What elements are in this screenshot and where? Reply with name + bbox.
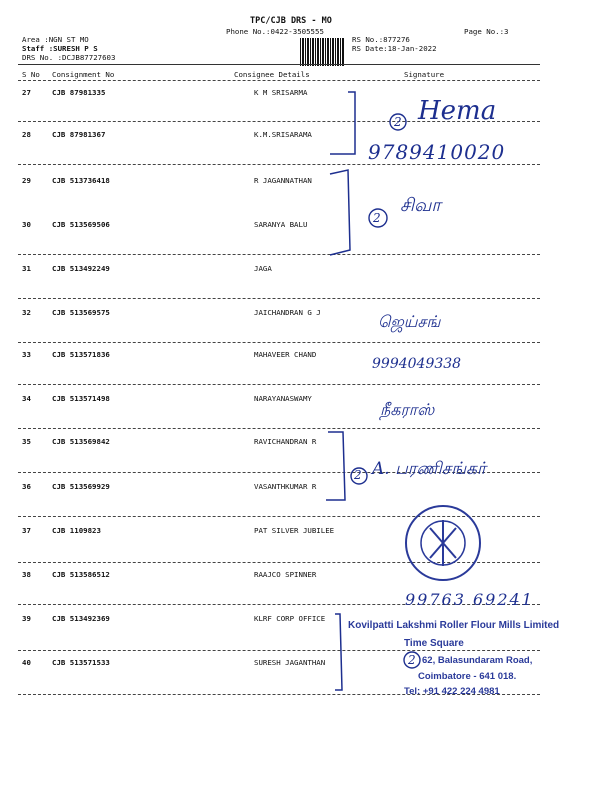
row-consignee: NARAYANASWAMY (254, 394, 312, 403)
stamp-company: Kovilpatti Lakshmi Roller Flour Mills Limited (348, 620, 560, 631)
signature-phone-3: 99763 69241 (405, 590, 534, 609)
row-sno: 28 (22, 130, 31, 139)
sig-circle-num: 2 (408, 653, 416, 667)
row-consignment: CJB 87981367 (52, 130, 106, 139)
signature-jaichandran: ஜெய்சங் (378, 312, 441, 331)
report-title: TPC/CJB DRS - MO (250, 16, 332, 26)
rs-date: RS Date:18-Jan-2022 (352, 44, 437, 53)
row-consignee: MAHAVEER CHAND (254, 350, 317, 359)
row-consignment: CJB 513586512 (52, 570, 110, 579)
signature-narayana: நீகராஸ் (380, 400, 435, 419)
col-consignee: Consignee Details (234, 70, 310, 79)
signature-hema: Hema (418, 96, 497, 126)
row-sno: 33 (22, 350, 31, 359)
stamp-tel: Tel: +91 422 224 4981 (404, 686, 500, 697)
col-consignment: Consignment No (52, 70, 115, 79)
row-consignment: CJB 513569506 (52, 220, 110, 229)
row-consignee: PAT SILVER JUBILEE (254, 526, 335, 535)
row-sno: 37 (22, 526, 31, 535)
rs-number: RS No.:877276 (352, 35, 410, 44)
seal-emblem (430, 520, 456, 566)
row-consignee: JAICHANDRAN G J (254, 308, 321, 317)
row-sno: 40 (22, 658, 31, 667)
row-consignment: CJB 513492369 (52, 614, 110, 623)
row-sno: 32 (22, 308, 31, 317)
row-consignment: CJB 513492249 (52, 264, 110, 273)
bracket-mark (326, 432, 345, 500)
row-sno: 36 (22, 482, 31, 491)
row-sno: 30 (22, 220, 31, 229)
row-sno: 27 (22, 88, 31, 97)
row-consignee: R JAGANNATHAN (254, 176, 312, 185)
row-sno: 29 (22, 176, 31, 185)
row-sno: 31 (22, 264, 31, 273)
area-label: Area :NGN ST MO (22, 35, 89, 44)
sig-circle-num: 2 (394, 115, 402, 129)
row-consignee: RAAJCO SPINNER (254, 570, 317, 579)
row-sno: 38 (22, 570, 31, 579)
row-consignment: CJB 513571836 (52, 350, 110, 359)
row-sno: 34 (22, 394, 31, 403)
drs-number: DRS No. :DCJB87727603 (22, 53, 116, 62)
signature-vasanth: A. பரணிசங்கர் (372, 459, 486, 479)
signature-phone-2: 9994049338 (372, 356, 462, 372)
phone-number: Phone No.:0422-3505555 (226, 27, 324, 36)
col-signature: Signature (404, 70, 445, 79)
bracket-mark (330, 170, 350, 255)
row-consignment: CJB 513571533 (52, 658, 110, 667)
stamp-address-1: Time Square (404, 638, 464, 649)
stamp-address-2: 62, Balasundaram Road, (422, 655, 533, 666)
row-consignment: CJB 513569842 (52, 437, 110, 446)
row-consignee: RAVICHANDRAN R (254, 437, 317, 446)
signature-phone-1: 9789410020 (368, 140, 506, 164)
row-consignee: SURESH JAGANTHAN (254, 658, 326, 667)
signature-siva: சிவா (400, 195, 441, 216)
col-sno: S No (22, 70, 40, 79)
row-consignment: CJB 513569929 (52, 482, 110, 491)
sig-circle-num: 2 (354, 468, 362, 482)
row-consignee: K.M.SRISARAMA (254, 130, 312, 139)
row-consignee: JAGA (254, 264, 272, 273)
row-consignee: SARANYA BALU (254, 220, 308, 229)
row-consignment: CJB 513736418 (52, 176, 110, 185)
page-number: Page No.:3 (464, 27, 509, 36)
bracket-mark (335, 614, 342, 690)
stamp-address-3: Coimbatore - 641 018. (418, 671, 517, 682)
row-consignee: KLRF CORP OFFICE (254, 614, 326, 623)
bracket-mark (330, 92, 355, 154)
sig-circle-num: 2 (373, 211, 381, 225)
staff-label: Staff :SURESH P S (22, 44, 98, 53)
row-sno: 35 (22, 437, 31, 446)
row-consignee: K M SRISARMA (254, 88, 308, 97)
row-consignment: CJB 1109823 (52, 526, 101, 535)
row-consignee: VASANTHKUMAR R (254, 482, 317, 491)
row-sno: 39 (22, 614, 31, 623)
row-consignment: CJB 87981335 (52, 88, 106, 97)
row-consignment: CJB 513571498 (52, 394, 110, 403)
row-consignment: CJB 513569575 (52, 308, 110, 317)
